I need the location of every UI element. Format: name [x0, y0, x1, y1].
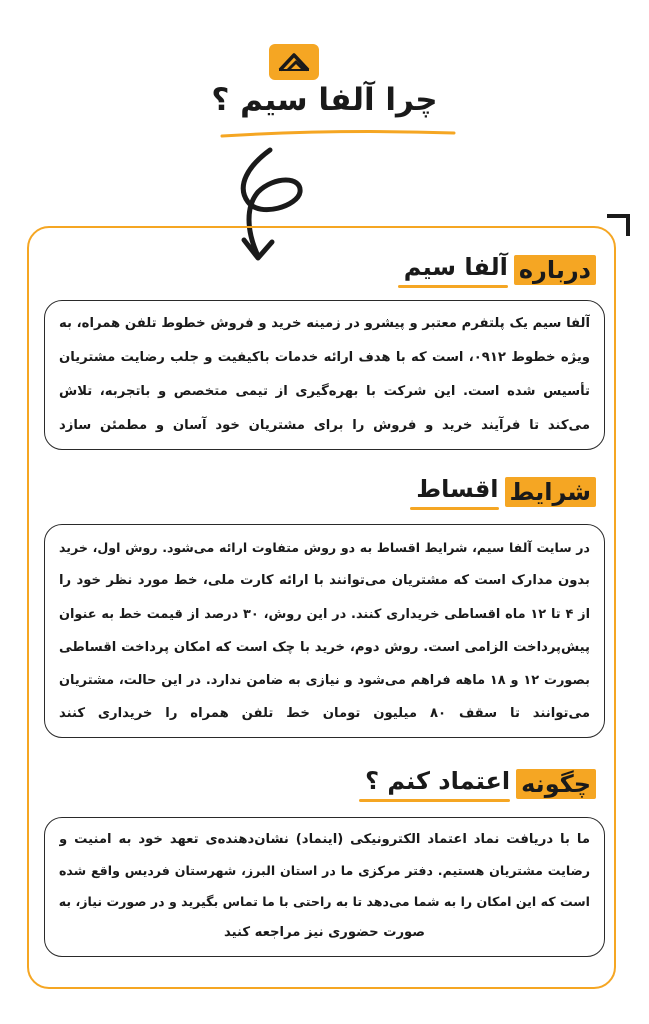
paragraph-line: صورت حضوری نیز مراجعه کنید [223, 925, 426, 940]
paragraph-line: بدون مدارک است که مشتریان می‌توانند با ارائه کارت ملی، خط مورد نظر خود را [59, 573, 590, 589]
section-title-text: اعتماد کنم ؟ [365, 766, 510, 799]
trust-text-box [44, 817, 605, 957]
paragraph-line: آلفا سیم یک پلتفرم معتبر و پیشرو در زمینه خرید و فروش خطوط تلفن همراه، به [59, 316, 590, 331]
paragraph-line: می‌توانند تا سقف ۸۰ میلیون تومان خط تلفن همراه را خریداری کنند [59, 706, 590, 722]
paragraph-line: ویژه خطوط ۰۹۱۲، است که با هدف ارائه خدمات باکیفیت و جلب رضایت مشتریان [59, 350, 590, 365]
paragraph-line: است که این امکان را به شما می‌دهد تا به راحتی با ما تماس بگیرید و در صورت نیاز، به [59, 894, 590, 909]
about-text-box [44, 300, 605, 450]
paragraph-line: تأسیس شده است. این شرکت با بهره‌گیری از تیمی متخصص و باتجربه، تلاش [59, 384, 590, 399]
section-title-text: اقساط [416, 474, 498, 507]
paragraph-line: رضایت مشتریان هستیم. دفتر مرکزی ما در استان البرز، شهرستان فردیس واقع شده [59, 863, 590, 878]
paragraph-line: بصورت ۱۲ و ۱۸ ماهه فراهم می‌شود و نیازی به ضامن ندارد. در این حالت، مشتریان [59, 673, 590, 689]
section-title-installments [416, 474, 596, 507]
section-title-highlight: شرایط [505, 477, 596, 507]
installments-text-box [44, 524, 605, 738]
title-underline [218, 128, 458, 140]
alfasim-logo-icon [269, 44, 319, 80]
paragraph-line: از ۴ تا ۱۲ ماه اقساطی خریداری کنند. در این روش، ۳۰ درصد از قیمت خط به عنوان [59, 606, 590, 622]
paragraph-line: پیش‌پرداخت الزامی است. روش دوم، خرید با چک است که امکان پرداخت اقساطی [59, 639, 590, 655]
page-title: چرا آلفا سیم ؟ [211, 82, 438, 118]
section-title-text: آلفا سیم [404, 252, 508, 285]
section-title-highlight: درباره [514, 255, 596, 285]
paragraph-line: ما با دریافت نماد اعتماد الکترونیکی (اینماد) نشان‌دهنده‌ی تعهد خود به امنیت و [59, 832, 590, 847]
section-title-highlight: چگونه [516, 769, 596, 799]
section-title-trust [365, 766, 596, 799]
paragraph-line: می‌کند تا فرآیند خرید و فروش را برای مشتریان خود آسان و مطمئن سازد [59, 418, 590, 433]
section-title-about [404, 252, 596, 285]
paragraph-line: در سایت آلفا سیم، شرایط اقساط به دو روش متفاوت ارائه می‌شود. روش اول، خرید [59, 540, 590, 555]
